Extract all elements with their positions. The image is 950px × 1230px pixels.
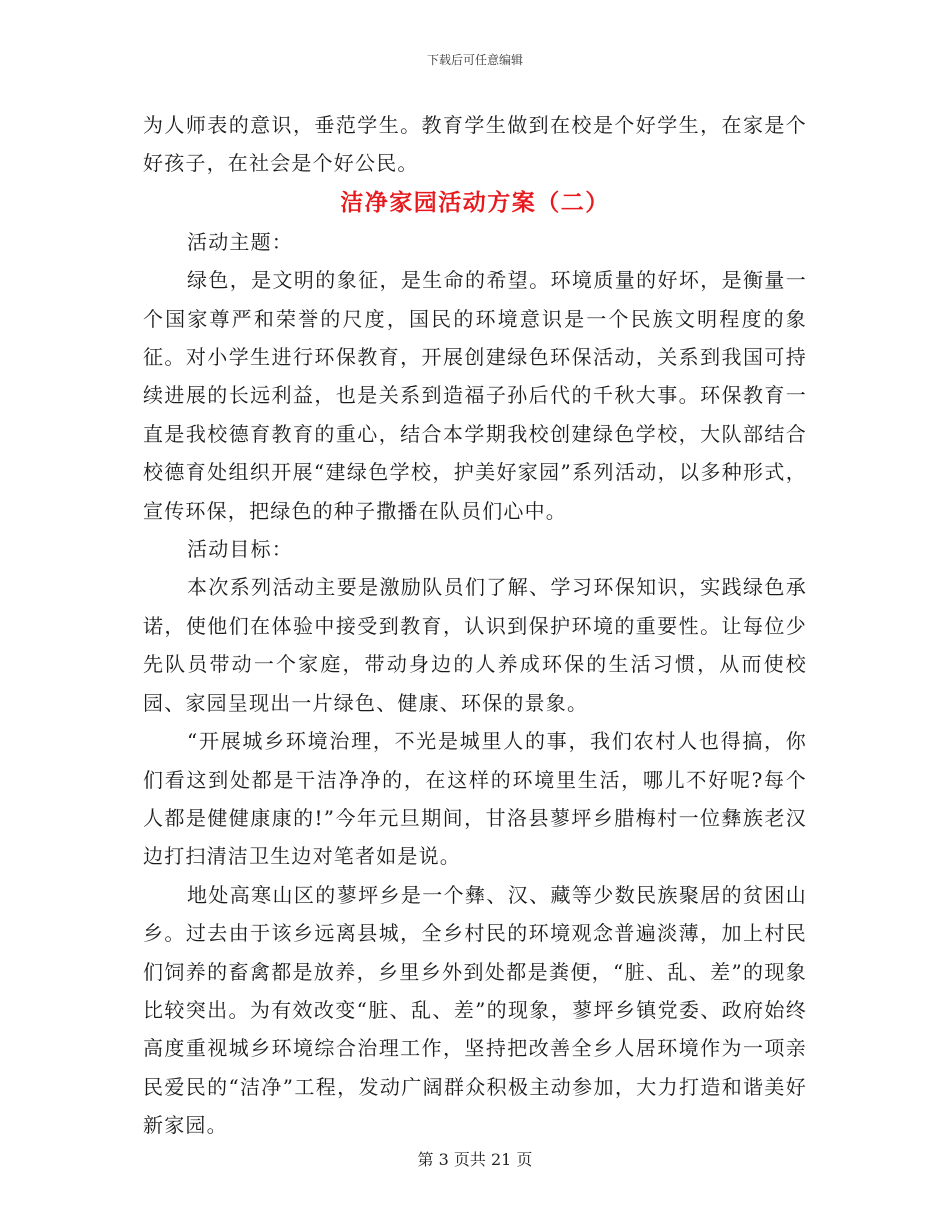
paragraph-goal: 本次系列活动主要是激励队员们了解、学习环保知识，实践绿色承诺，使他们在体验中接受到教育，认识到保护环境的重要性。让每位少先队员带动一个家庭，带动身边的人养成环保的生活习惯，从而使校园、家园呈现出一片绿色、健康、环保的景象。 xyxy=(143,575,807,715)
paragraph-theme: 绿色，是文明的象征，是生命的希望。环境质量的好坏，是衡量一个国家尊严和荣誉的尺度，国民的环境意识是一个民族文明程度的象征。对小学生进行环保教育，开展创建绿色环保活动，关系到我国可持续进展的长远利益，也是关系到造福子孙后代的千秋大事。环保教育一直是我校德育教育的重心，结合本学期我校创建绿色学校，大队部结合校德育处组织开展“建绿色学校，护美好家园”系列活动，以多种形式，宣传环保，把绿色的种子撒播在队员们心中。 xyxy=(143,268,807,523)
document-body xyxy=(143,106,807,1145)
paragraph-continuation: 为人师表的意识，垂范学生。教育学生做到在校是个好学生，在家是个好孩子，在社会是个好公民。 xyxy=(143,113,807,176)
heading-activity-theme: 活动主题： xyxy=(187,229,293,254)
heading-activity-goal: 活动目标： xyxy=(187,537,293,562)
section-title: 洁净家园活动方案（二） xyxy=(340,188,610,216)
page-number: 第 3 页共 21 页 xyxy=(417,1150,533,1169)
page-header-note: 下载后可任意编辑 xyxy=(426,53,523,67)
paragraph-quote: “开展城乡环境治理，不光是城里人的事，我们农村人也得搞，你们看这到处都是干洁净净的，在这样的环境里生活，哪儿不好呢?每个人都是健健康康的!”今年元旦期间，甘洛县蓼坪乡腊梅村一位彝族老汉边打扫清洁卫生边对笔者如是说。 xyxy=(143,729,807,869)
paragraph-village: 地处高寒山区的蓼坪乡是一个彝、汉、藏等少数民族聚居的贫困山乡。过去由于该乡远离县城，全乡村民的环境观念普遍淡薄，加上村民们饲养的畜禽都是放养，乡里乡外到处都是粪便，“脏、乱、差”的现象比较突出。为有效改变“脏、乱、差”的现象，蓼坪乡镇党委、政府始终高度重视城乡环境综合治理工作，坚持把改善全乡人居环境作为一项亲民爱民的“洁净”工程，发动广阔群众积极主动参加，大力打造和谐美好新家园。 xyxy=(143,882,807,1138)
